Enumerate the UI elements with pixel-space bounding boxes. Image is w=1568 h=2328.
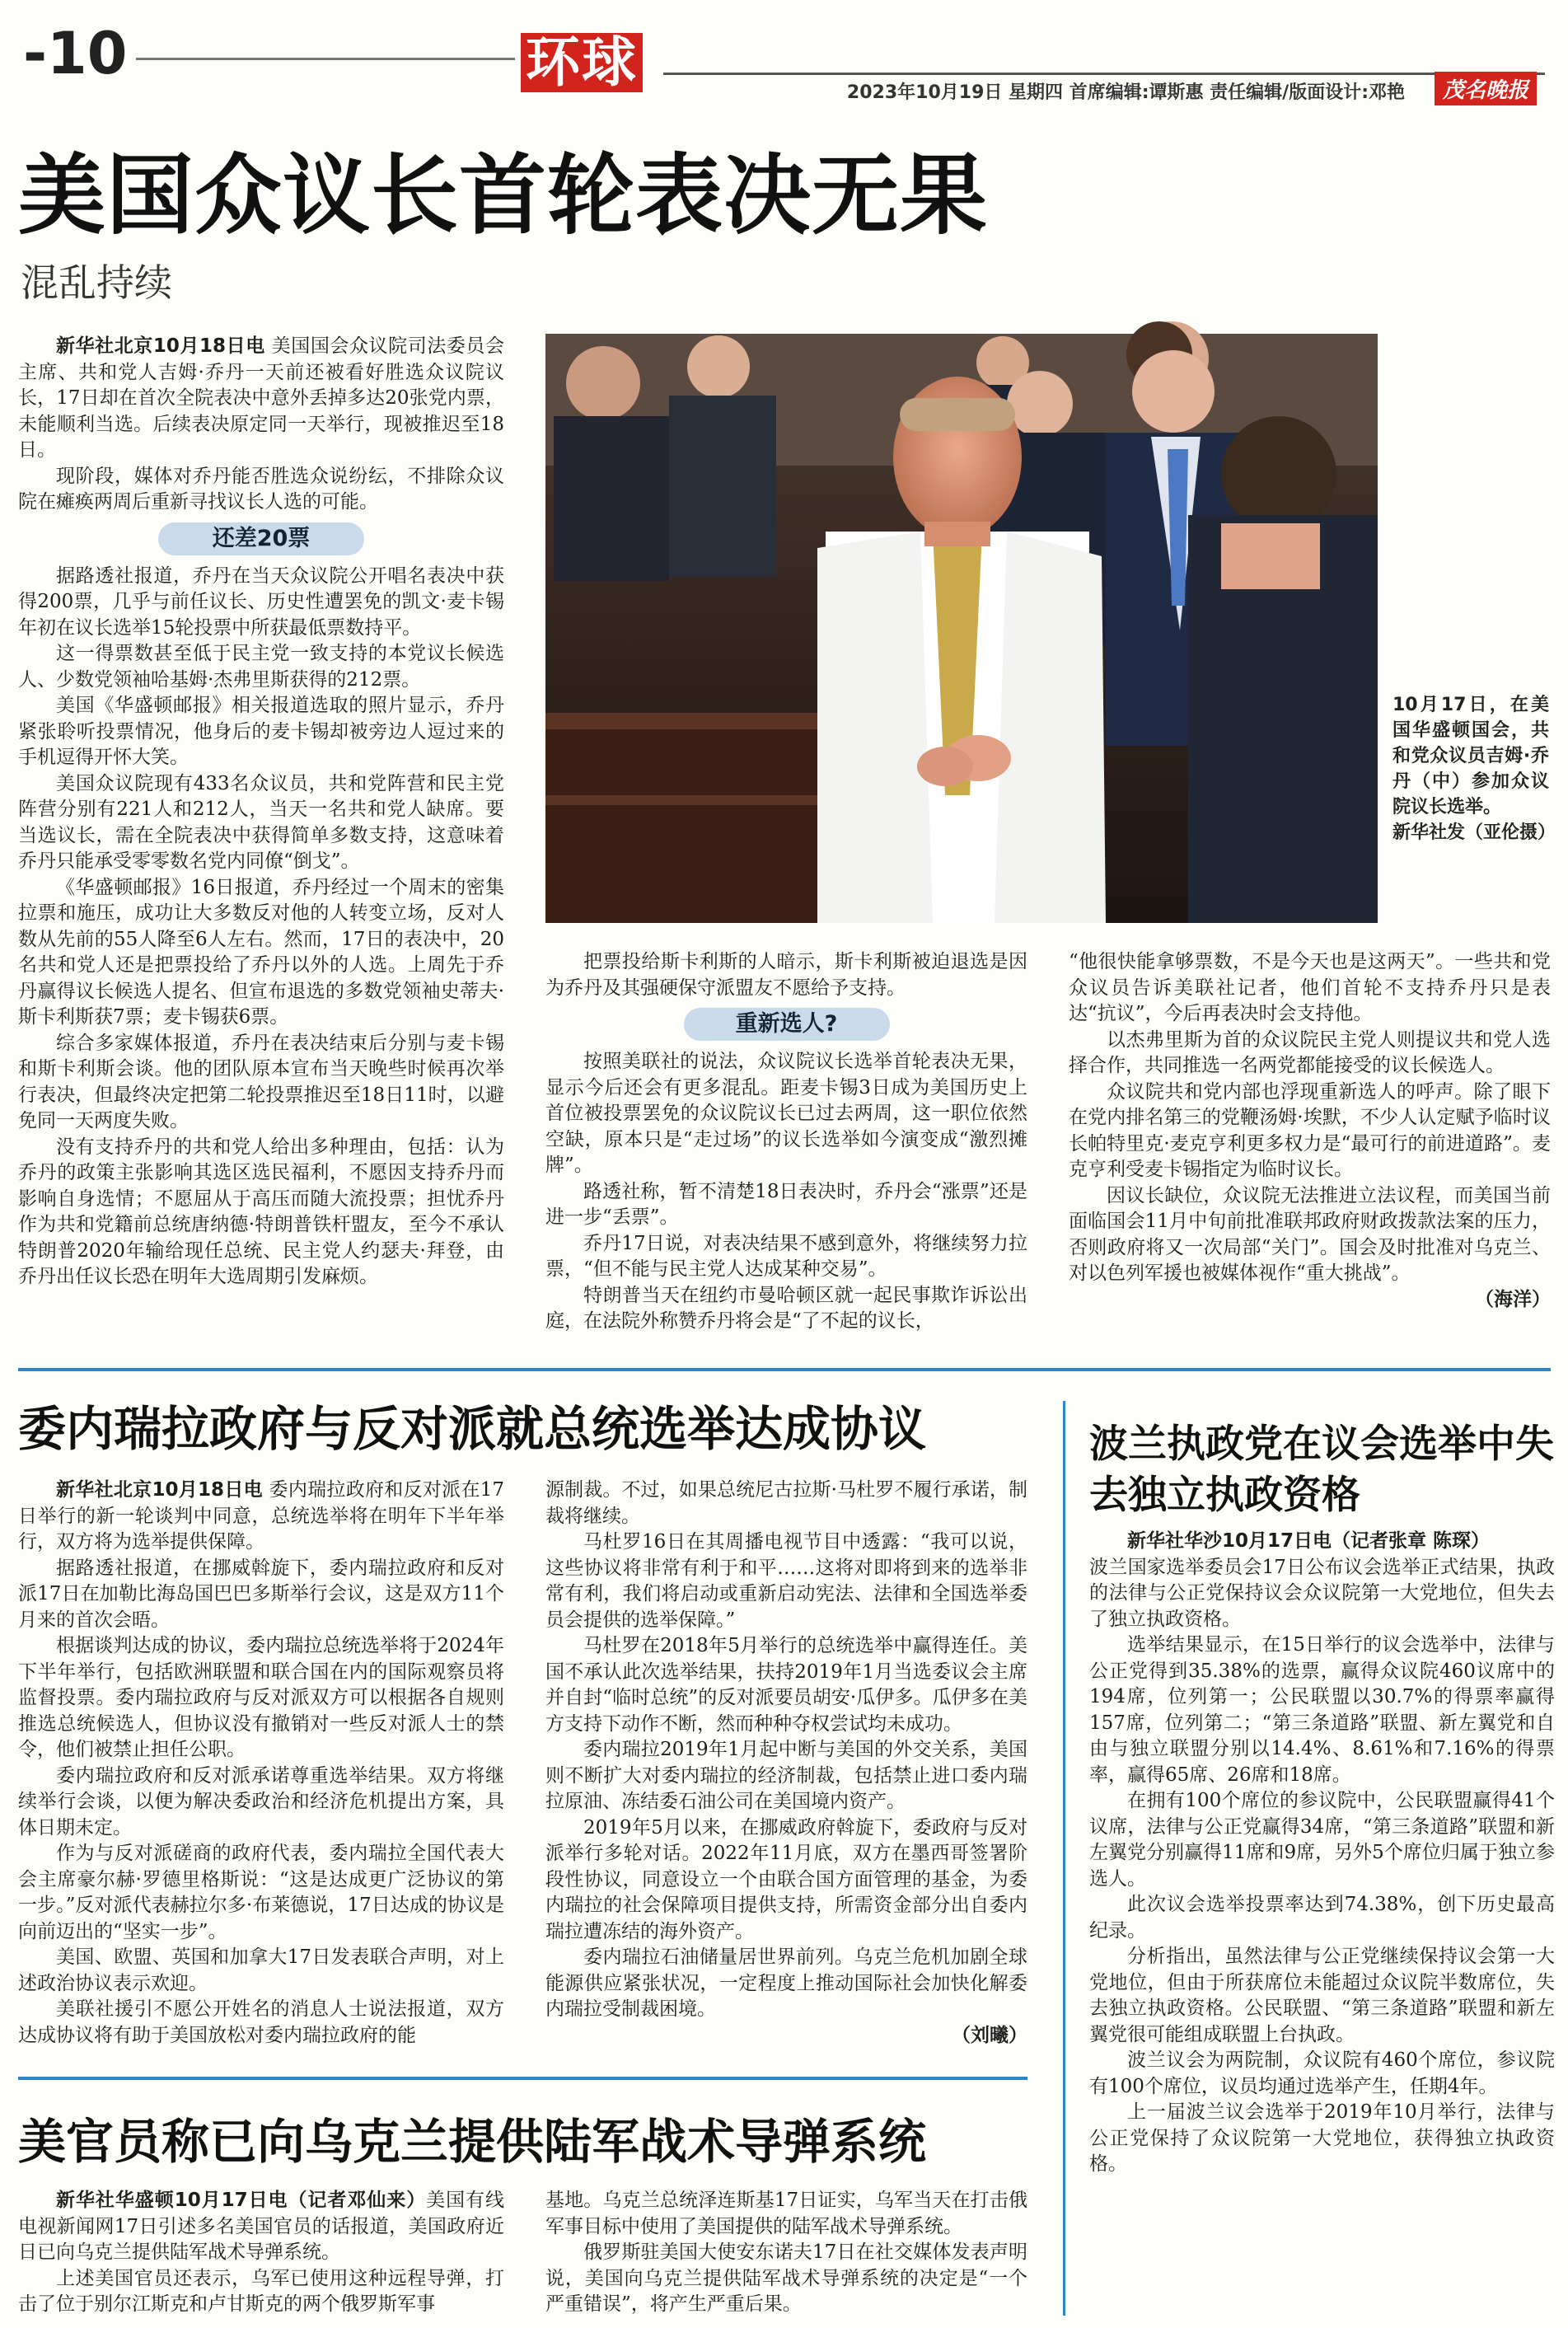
venezuela-paragraph: 委内瑞拉石油储量居世界前列。乌克兰危机加剧全球能源供应紧张状况，一定程度上推动国际社会加快化解委内瑞拉受制裁困境。 <box>545 1946 1027 2020</box>
photo-caption-text: 10月17日，在美国华盛顿国会，共和党众议员吉姆·乔丹（中）参加众议院议长选举。 <box>1392 695 1549 817</box>
lead-paragraph: 特朗普当天在纽约市曼哈顿区就一起民事欺诈诉讼出庭，在法院外称赞乔丹将会是“了不起的议长， <box>545 1284 1027 1332</box>
lead-paragraph: 据路透社报道，乔丹在当天众议院公开唱名表决中获得200票，几乎与前任议长、历史性遭罢免的凯文·麦卡锡年初在议长选举15轮投票中所获最低票数持平。 <box>18 564 504 639</box>
ukraine-column-2 <box>545 2188 1027 2324</box>
lead-paragraph: 乔丹17日说，对表决结果不感到意外，将继续努力拉票，“但不能与民主党人达成某种交易”。 <box>545 1232 1027 1280</box>
ukraine-paragraph: 俄罗斯驻美国大使安东诺夫17日在社交媒体发表声明说，美国向乌克兰提供陆军战术导弹系统的决定是“一个严重错误”，将产生严重后果。 <box>545 2241 1027 2315</box>
ukraine-column-1 <box>18 2188 504 2324</box>
page-number: -10 <box>23 20 128 87</box>
venezuela-paragraph: 美国、欧盟、英国和加拿大17日发表联合声明，对上述政治协议表示欢迎。 <box>18 1946 504 1994</box>
poland-paragraph: 波兰国家选举委员会17日公布议会选举正式结果，执政的法律与公正党保持议会众议院第一大党地位，但失去了独立执政资格。 <box>1089 1556 1555 1630</box>
venezuela-paragraph: 作为与反对派磋商的政府代表，委内瑞拉全国代表大会主席豪尔赫·罗德里格斯说：“这是达成更广泛协议的第一步。”反对派代表赫拉尔多·布莱德说，17日达成的协议是向前迈出的“坚实一步”。 <box>18 1843 504 1942</box>
lead-paragraph: 以杰弗里斯为首的众议院民主党人则提议共和党人选择合作，共同推选一名两党都能接受的议长候选人。 <box>1069 1028 1551 1076</box>
poland-paragraph: 波兰议会为两院制，众议院有460个席位，参议院有100个席位，议员均通过选举产生，任期4年。 <box>1089 2049 1555 2097</box>
newspaper-logo: 茂名晚报 <box>1435 72 1537 105</box>
lead-paragraph: “他很快能拿够票数，不是今天也是这两天”。一些共和党众议员告诉美联社记者，他们首轮不支持乔丹只是表达“抗议”，今后再表决时会支持他。 <box>1069 951 1551 1024</box>
venezuela-headline: 委内瑞拉政府与反对派就总统选举达成协议 <box>18 1401 927 1457</box>
venezuela-dateline: 新华社北京10月18日电 <box>56 1479 263 1501</box>
lead-paragraph: 美国《华盛顿邮报》相关报道选取的照片显示，乔丹紧张聆听投票情况，他身后的麦卡锡却被旁边人逗过来的手机逗得开怀大笑。 <box>18 695 504 768</box>
lead-dateline: 新华社北京10月18日电 <box>56 335 265 357</box>
section-name: 环球 <box>521 33 643 92</box>
lead-paragraph: 美国国会众议院司法委员会主席、共和党人吉姆·乔丹一天前还被看好胜选众议院议长，17日却在首次全院表决中意外丢掉多达20张党内票，未能顺利当选。后续表决原定同一天举行，现被推迟至18日。 <box>18 335 505 461</box>
poland-headline: 波兰执政党在议会选举中失去独立执政资格 <box>1089 1422 1554 1518</box>
venezuela-column-1 <box>18 1478 505 2046</box>
poland-paragraph: 上一届波兰议会选举于2019年10月举行，法律与公正党保持了众议院第一大党地位，获得独立执政资格。 <box>1089 2101 1555 2175</box>
ukraine-paragraph: 美国有线电视新闻网17日引述多名美国官员的话报道，美国政府近日已向乌克兰提供陆军战术导弹系统。 <box>18 2190 505 2263</box>
lead-paragraph: 美国众议院现有433名众议员，共和党阵营和民主党阵营分别有221人和212人，当天一名共和党人缺席。要当选议长，需在全院表决中获得简单多数支持，这意味着乔丹只能承受零零数名党内同僚“倒戈”。 <box>18 772 504 872</box>
venezuela-paragraph: 委内瑞拉政府和反对派在17日举行的新一轮谈判中同意，总统选举将在明年下半年举行，双方将为选举提供保障。 <box>18 1479 505 1553</box>
photo-credit: 新华社发（亚伦摄） <box>1392 822 1556 843</box>
lead-byline: （海洋） <box>1475 1288 1551 1310</box>
poland-column <box>1089 1529 1555 2324</box>
venezuela-paragraph: 美联社援引不愿公开姓名的消息人士说法报道，双方达成协议将有助于美国放松对委内瑞拉政府的能 <box>18 1998 504 2046</box>
venezuela-paragraph: 2019年5月以来，在挪威政府斡旋下，委政府与反对派举行多轮对话。2022年11月底，双方在墨西哥签署阶段性协议，同意设立一个由联合国方面管理的基金，为委内瑞拉的社会保障项目提供支持，所需资金部分出自委内瑞拉遭冻结的海外资产。 <box>545 1816 1027 1942</box>
lead-subhead: 重新选人? <box>684 1008 890 1041</box>
ukraine-paragraph: 上述美国官员还表示，乌军已使用这种远程导弹，打击了位于别尔江斯克和卢甘斯克的两个俄罗斯军事 <box>18 2267 504 2315</box>
poland-dateline: 新华社华沙10月17日电（记者张章 陈琛） <box>1127 1530 1491 1552</box>
lead-subhead: 还差20票 <box>158 522 364 555</box>
ukraine-headline: 美官员称已向乌克兰提供陆军战术导弹系统 <box>18 2114 927 2170</box>
venezuela-byline: （刘曦） <box>952 2024 1027 2046</box>
poland-paragraph: 在拥有100个席位的参议院中，公民联盟赢得41个议席，法律与公正党赢得34席，“第三条道路”联盟和新左翼党分别赢得11席和9席，另外5个席位归属于独立参选人。 <box>1089 1790 1555 1890</box>
lead-paragraph: 因议长缺位，众议院无法推进立法议程，而美国当前面临国会11月中旬前批准联邦政府财政拨款法案的压力，否则政府将又一次局部“关门”。国会及时批准对乌克兰、对以色列军援也被媒体视作“重大挑战”。 <box>1069 1184 1551 1284</box>
ukraine-paragraph: 基地。乌克兰总统泽连斯基17日证实，乌军当天在打击俄军事目标中使用了美国提供的陆军战术导弹系统。 <box>545 2190 1027 2237</box>
poland-paragraph: 选举结果显示，在15日举行的议会选举中，法律与公正党得到35.38%的选票，赢得众议院460议席中的194席，位列第一；公民联盟以30.7%的得票率赢得157席，位列第二；“第三条道路”联盟、新左翼党和自由与独立联盟分别以14.4%、8.61%和7.16%的得票率，赢得65席、26席和18席。 <box>1089 1634 1555 1786</box>
venezuela-paragraph: 委内瑞拉政府和反对派承诺尊重选举结果。双方将继续举行会谈，以便为解决委政治和经济危机提出方案，具体日期未定。 <box>18 1764 504 1839</box>
column-divider <box>1063 1401 1065 2316</box>
venezuela-paragraph: 源制裁。不过，如果总统尼古拉斯·马杜罗不履行承诺，制裁将继续。 <box>545 1479 1027 1527</box>
section-name-badge <box>521 30 648 95</box>
header-rule-left <box>136 58 515 60</box>
lead-paragraph: 把票投给斯卡利斯的人暗示，斯卡利斯被迫退选是因为乔丹及其强硬保守派盟友不愿给予支持。 <box>545 951 1027 999</box>
lead-paragraph: 没有支持乔丹的共和党人给出多种理由，包括：认为乔丹的政策主张影响其选区选民福利，不愿因支持乔丹而影响自身选情；不愿屈从于高压而随大流投票；担忧乔丹作为共和党籍前总统唐纳德·特朗普铁杆盟友，至今不承认特朗普2020年输给现任总统、民主党人约瑟夫·拜登，由乔丹出任议长恐在明年大选周期引发麻烦。 <box>18 1136 504 1287</box>
photo-caption <box>1392 692 1556 845</box>
lead-paragraph: 综合多家媒体报道，乔丹在表决结束后分别与麦卡锡和斯卡利斯会谈。他的团队原本宣布当天晚些时候再次举行表决，但最终决定把第二轮投票推迟至18日11时，以避免同一天两度失败。 <box>18 1032 504 1131</box>
poland-paragraph: 分析指出，虽然法律与公正党继续保持议会第一大党地位，但由于所获席位未能超过众议院半数席位，失去独立执政资格。公民联盟、“第三条道路”联盟和新左翼党很可能组成联盟上台执政。 <box>1089 1946 1555 2045</box>
lead-column-1 <box>18 334 504 1356</box>
venezuela-paragraph: 马杜罗16日在其周播电视节目中透露：“我可以说，这些协议将非常有利于和平……这将对即将到来的选举非常有利，我们将启动或重新启动宪法、法律和全国选举委员会提供的选举保障。” <box>545 1531 1027 1631</box>
venezuela-paragraph: 委内瑞拉2019年1月起中断与美国的外交关系，美国则不断扩大对委内瑞拉的经济制裁，包括禁止进口委内瑞拉原油、冻结委石油公司在美国境内资产。 <box>545 1739 1027 1812</box>
poland-paragraph: 此次议会选举投票率达到74.38%，创下历史最高纪录。 <box>1089 1894 1555 1942</box>
lead-column-2 <box>545 949 1027 1353</box>
venezuela-paragraph: 马杜罗在2018年5月举行的总统选举中赢得连任。美国不承认此次选举结果，扶持2019年1月当选委议会主席并自封“临时总统”的反对派要员胡安·瓜伊多。瓜伊多在美方支持下动作不断，然而种种夺权尝试均未成功。 <box>545 1635 1027 1735</box>
ukraine-dateline: 新华社华盛顿10月17日电（记者邓仙来） <box>56 2190 427 2211</box>
section-divider <box>18 2077 1027 2080</box>
lead-paragraph: 按照美联社的说法，众议院议长选举首轮表决无果，显示今后还会有更多混乱。距麦卡锡3日成为美国历史上首位被投票罢免的众议院议长已过去两周，这一职位依然空缺，原本只是“走过场”的议长选举如今演变成“激烈摊牌”。 <box>545 1051 1027 1176</box>
lead-paragraph: 《华盛顿邮报》16日报道，乔丹经过一个周末的密集拉票和施压，成功让大多数反对他的人转变立场，反对人数从先前的55人降至6人左右。然而，17日的表决中，20名共和党人还是把票投给了乔丹以外的人选。上周先于乔丹赢得议长候选人提名、但宣布退选的多数党领袖史蒂夫·斯卡利斯获7票；麦卡锡获6票。 <box>18 876 504 1028</box>
header-info-bar <box>663 73 1545 107</box>
lead-column-3 <box>1069 949 1551 1353</box>
venezuela-paragraph: 根据谈判达成的协议，委内瑞拉总统选举将于2024年下半年举行，包括欧洲联盟和联合国在内的国际观察员将监督投票。委内瑞拉政府与反对派双方可以根据各自规则推选总统候选人，但协议没有撤销对一些反对派人士的禁令，他们被禁止担任公职。 <box>18 1635 504 1760</box>
section-divider <box>18 1368 1551 1371</box>
header-info-line: 2023年10月19日 星期四 首席编辑:谭斯惠 责任编辑/版面设计:邓艳 <box>846 82 1405 103</box>
lead-photo <box>545 334 1378 923</box>
lead-paragraph: 这一得票数甚至低于民主党一致支持的本党议长候选人、少数党领袖哈基姆·杰弗里斯获得的212票。 <box>18 643 504 691</box>
lead-paragraph: 现阶段，媒体对乔丹能否胜选众说纷纭，不排除众议院在瘫痪两周后重新寻找议长人选的可能。 <box>18 465 504 513</box>
venezuela-paragraph: 据路透社报道，在挪威斡旋下，委内瑞拉政府和反对派17日在加勒比海岛国巴巴多斯举行会议，这是双方11个月来的首次会晤。 <box>18 1557 504 1631</box>
lead-headline: 美国众议长首轮表决无果 <box>18 145 988 246</box>
lead-paragraph: 众议院共和党内部也浮现重新选人的呼声。除了眼下在党内排名第三的党鞭汤姆·埃默，不少人认定赋予临时议长帕特里克·麦克亨利更多权力是“最可行的前进道路”。麦克亨利受麦卡锡指定为临时议长。 <box>1069 1080 1551 1180</box>
lead-paragraph: 路透社称，暂不清楚18日表决时，乔丹会“涨票”还是进一步“丢票”。 <box>545 1180 1027 1228</box>
lead-photo-image <box>545 334 1378 923</box>
venezuela-column-2 <box>545 1478 1027 2046</box>
lead-subtitle: 混乱持续 <box>21 260 172 305</box>
